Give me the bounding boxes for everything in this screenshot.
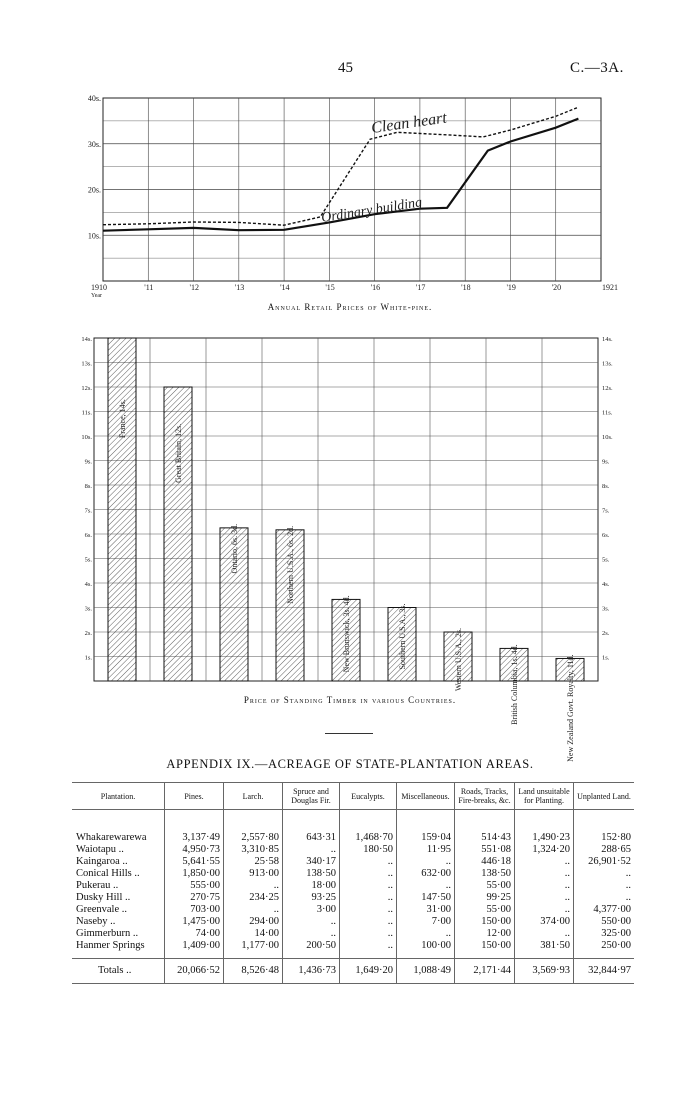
table-row	[72, 916, 634, 928]
table-cell: 288·65	[574, 844, 635, 856]
chart2-ytick-left: 2s.	[84, 630, 92, 637]
table-cell: 138·50	[455, 868, 515, 880]
table-cell: 643·31	[283, 810, 340, 845]
bar-label: Western U.S.A., 2s.	[454, 628, 463, 692]
plantation-name: Pukerau ..	[76, 880, 119, 892]
chart2-ytick-right: 5s.	[602, 556, 610, 564]
table-row	[72, 810, 634, 845]
chart1-xtick: '13	[234, 283, 245, 292]
chart1-ytick: 30s.	[87, 139, 101, 149]
chart2-ytick-left: 5s.	[84, 556, 92, 564]
table-cell: 12·00	[455, 928, 515, 940]
chart2-ytick-left: 9s.	[84, 458, 92, 466]
table-cell: 25·58	[224, 856, 283, 868]
table-cell: 3·00	[283, 904, 340, 916]
chart1-xtick: 1921	[602, 283, 618, 292]
plantation-name: Whakarewarewa	[76, 832, 147, 844]
table-cell: ..	[283, 916, 340, 928]
plantation-name: Waiotapu ..	[76, 844, 124, 856]
table-cell: 55·00	[455, 880, 515, 892]
col-plantation: Plantation.	[72, 783, 165, 810]
page-number: 45	[338, 60, 353, 76]
table-cell: 152·80	[574, 810, 635, 845]
table-row	[72, 904, 634, 916]
table-header-row	[72, 783, 634, 810]
chart2-ytick-right: 2s.	[602, 630, 610, 637]
table-cell: 250·00	[574, 940, 635, 959]
bar-label: Ontario, 6s. 3d.	[230, 523, 239, 574]
table-cell: 99·25	[455, 892, 515, 904]
table-cell: ..	[515, 868, 574, 880]
table-cell: 1,850·00	[165, 868, 224, 880]
table-cell: 4,377·00	[574, 904, 635, 916]
table-cell: 11·95	[397, 844, 455, 856]
section-divider	[325, 733, 373, 734]
table-cell: 1,475·00	[165, 916, 224, 928]
table-cell: ..	[515, 856, 574, 868]
table-cell: ..	[515, 904, 574, 916]
chart1-xlabel: Year	[91, 293, 103, 299]
chart1-xtick: '11	[144, 283, 154, 292]
table-row	[72, 892, 634, 904]
table-cell: ..	[340, 916, 397, 928]
table-cell: 100·00	[397, 940, 455, 959]
total-cell: 3,569·93	[515, 959, 574, 984]
bar-label: New Zealand Govt. Royalty, 11d.	[566, 654, 575, 762]
plantation-name: Gimmerburn ..	[76, 928, 139, 940]
table-cell: ..	[340, 940, 397, 959]
chart2-ytick-right: 14s.	[602, 336, 613, 343]
chart2-ytick-right: 8s.	[602, 483, 610, 490]
total-cell: 1,436·73	[283, 959, 340, 984]
table-cell: ..	[515, 928, 574, 940]
table-cell: ..	[340, 868, 397, 880]
col-larch: Larch.	[224, 783, 283, 810]
table-cell: 446·18	[455, 856, 515, 868]
table-cell: ..	[574, 880, 635, 892]
plantation-name: Conical Hills ..	[76, 868, 140, 880]
bar-label: Great Britain, 12s.	[174, 423, 183, 483]
table-cell: 913·00	[224, 868, 283, 880]
plantation-name: Kaingaroa ..	[76, 856, 128, 868]
table-cell: 150·00	[455, 916, 515, 928]
table-cell: 1,324·20	[515, 844, 574, 856]
bar-label: New Brunswick, 3s. 4d.	[342, 595, 351, 673]
chart1-caption: Annual Retail Prices of White-pine.	[267, 302, 433, 312]
total-cell: 2,171·44	[455, 959, 515, 984]
table-cell: 7·00	[397, 916, 455, 928]
col-miscellaneous: Miscellaneous.	[397, 783, 455, 810]
document-reference: C.—3A.	[570, 60, 624, 76]
table-cell: 138·50	[283, 868, 340, 880]
chart2-caption: Price of Standing Timber in various Countries.	[243, 695, 457, 705]
table-cell: ..	[397, 928, 455, 940]
chart1-xtick: '17	[415, 283, 426, 292]
table-cell: 3,310·85	[224, 844, 283, 856]
col-unplanted: Unplanted Land.	[574, 783, 635, 810]
table-row	[72, 928, 634, 940]
col-spruce: Spruce and Douglas Fir.	[283, 783, 340, 810]
col-unsuitable: Land unsuitable for Planting.	[515, 783, 574, 810]
table-cell: ..	[397, 880, 455, 892]
chart1-xtick: 1910	[91, 283, 107, 292]
table-cell: 55·00	[455, 904, 515, 916]
chart2-ytick-left: 13s.	[81, 360, 92, 368]
chart2-ytick-right: 11s.	[602, 409, 613, 417]
table-cell: 1,409·00	[165, 940, 224, 959]
col-pines: Pines.	[165, 783, 224, 810]
table-cell: 31·00	[397, 904, 455, 916]
table-cell: ..	[397, 856, 455, 868]
table-cell: 147·50	[397, 892, 455, 904]
table-cell: 381·50	[515, 940, 574, 959]
table-cell: 550·00	[574, 916, 635, 928]
chart2-ytick-left: 14s.	[81, 336, 92, 343]
bar-label: France, 14s.	[118, 399, 127, 439]
chart2-ytick-left: 6s.	[84, 532, 92, 539]
total-cell: 20,066·52	[165, 959, 224, 984]
table-cell: ..	[283, 928, 340, 940]
table-cell: ..	[574, 868, 635, 880]
table-cell: ..	[515, 892, 574, 904]
bar-label: Northern U.S.A., 6s. 2d.	[286, 525, 295, 604]
chart2-ytick-right: 1s.	[602, 654, 610, 662]
chart1-xtick: '12	[189, 283, 199, 292]
chart2-ytick-left: 12s.	[81, 385, 92, 392]
chart2-ytick-right: 10s.	[602, 434, 613, 441]
chart1-xtick: '15	[325, 283, 335, 292]
table-cell: ..	[340, 904, 397, 916]
chart1-xtick: '19	[506, 283, 516, 292]
table-row	[72, 856, 634, 868]
chart2-ytick-right: 4s.	[602, 581, 610, 588]
table-cell: ..	[283, 844, 340, 856]
total-cell: 1,649·20	[340, 959, 397, 984]
chart2-ytick-left: 10s.	[81, 434, 92, 441]
table-cell: ..	[340, 892, 397, 904]
table-cell: ..	[224, 904, 283, 916]
plantation-name: Naseby ..	[76, 916, 116, 928]
col-eucalypts: Eucalypts.	[340, 783, 397, 810]
chart2-ytick-left: 4s.	[84, 581, 92, 588]
plantation-name: Hanmer Springs	[76, 940, 145, 952]
table-cell: 2,557·80	[224, 810, 283, 845]
bar-label: Southern U.S.A., 3s.	[398, 603, 407, 670]
table-cell: 4,950·73	[165, 844, 224, 856]
table-cell: 200·50	[283, 940, 340, 959]
chart1-ytick: 10s.	[87, 231, 101, 241]
table-cell: 234·25	[224, 892, 283, 904]
chart1-xtick: '18	[461, 283, 471, 292]
table-cell: 374·00	[515, 916, 574, 928]
chart1-ytick: 40s.	[87, 94, 101, 103]
table-cell: 325·00	[574, 928, 635, 940]
chart1-xtick: '14	[280, 283, 290, 292]
plantation-name: Greenvale ..	[76, 904, 128, 916]
table-cell: ..	[340, 856, 397, 868]
table-cell: 14·00	[224, 928, 283, 940]
table-cell: 1,490·23	[515, 810, 574, 845]
table-cell: 5,641·55	[165, 856, 224, 868]
table-cell: 74·00	[165, 928, 224, 940]
table-cell: 514·43	[455, 810, 515, 845]
annotation-ordinary-building: Ordinary building	[320, 195, 424, 226]
table-cell: 150·00	[455, 940, 515, 959]
table-cell: 555·00	[165, 880, 224, 892]
table-cell: 1,468·70	[340, 810, 397, 845]
table-cell: 159·04	[397, 810, 455, 845]
total-cell: 32,844·97	[574, 959, 635, 984]
table-cell: ..	[574, 892, 635, 904]
table-row	[72, 940, 634, 959]
chart2-ytick-right: 13s.	[602, 360, 613, 368]
chart1-ytick: 20s.	[87, 185, 101, 195]
table-row	[72, 844, 634, 856]
chart2-ytick-right: 7s.	[602, 507, 610, 515]
table-cell: ..	[340, 928, 397, 940]
chart1-xtick: '20	[551, 283, 562, 292]
table-row	[72, 880, 634, 892]
chart2-ytick-right: 12s.	[602, 385, 613, 392]
table-cell: 18·00	[283, 880, 340, 892]
table-row	[72, 868, 634, 880]
bar-label: British Columbia, 1s. 4d.	[510, 644, 519, 725]
totals-label: Totals ..	[72, 959, 165, 984]
table-cell: 632·00	[397, 868, 455, 880]
table-cell: 180·50	[340, 844, 397, 856]
chart2-ytick-left: 3s.	[84, 605, 92, 613]
chart2-ytick-left: 11s.	[81, 409, 92, 417]
totals-row	[72, 959, 634, 984]
table-cell: 551·08	[455, 844, 515, 856]
chart2-ytick-right: 9s.	[602, 458, 610, 466]
total-cell: 1,088·49	[397, 959, 455, 984]
table-cell: 3,137·49	[165, 810, 224, 845]
chart2-ytick-left: 8s.	[84, 483, 92, 490]
table-cell: 270·75	[165, 892, 224, 904]
table-cell: 294·00	[224, 916, 283, 928]
plantation-name: Dusky Hill ..	[76, 892, 131, 904]
chart2-ytick-left: 1s.	[84, 654, 92, 662]
table-cell: ..	[224, 880, 283, 892]
table-cell: 1,177·00	[224, 940, 283, 959]
table-cell: ..	[340, 880, 397, 892]
table-cell: ..	[515, 880, 574, 892]
table-cell: 340·17	[283, 856, 340, 868]
col-roads: Roads, Tracks, Fire-breaks, &c.	[455, 783, 515, 810]
table-cell: 703·00	[165, 904, 224, 916]
table-cell: 26,901·52	[574, 856, 635, 868]
chart2-ytick-left: 7s.	[84, 507, 92, 515]
total-cell: 8,526·48	[224, 959, 283, 984]
appendix-title: APPENDIX IX.—ACREAGE OF STATE-PLANTATION AREAS.	[166, 757, 534, 771]
chart2-ytick-right: 3s.	[602, 605, 610, 613]
annotation-clean-heart: Clean heart	[370, 109, 448, 137]
plantation-acreage-table	[72, 782, 634, 984]
chart2-ytick-right: 6s.	[602, 532, 610, 539]
table-cell: 93·25	[283, 892, 340, 904]
bar	[108, 338, 136, 681]
chart1-xtick: '16	[370, 283, 381, 292]
